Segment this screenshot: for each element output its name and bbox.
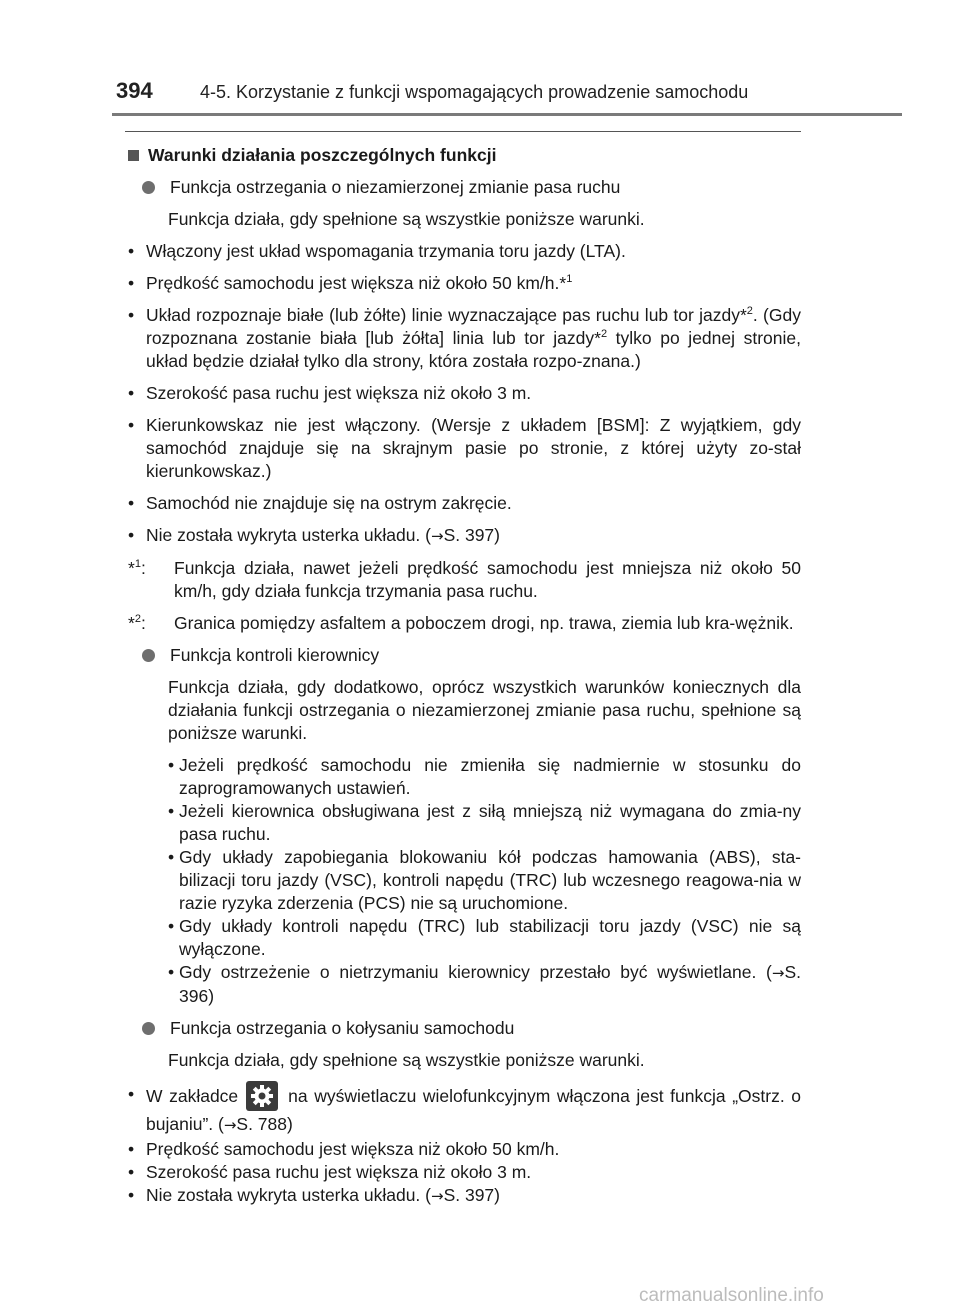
chapter-title: 4-5. Korzystanie z funkcji wspomagających prowadzenie samochodu [200,82,749,102]
paragraph-intro: Funkcja działa, gdy spełnione są wszystkie poniższe warunki. [168,209,645,229]
arrow-right-icon: → [430,1187,444,1205]
arrow-right-icon: → [223,1116,237,1134]
list-item: • Prędkość samochodu jest większa niż około 50 km/h.*$^1$ [128,272,801,295]
circle-bullet-icon [142,649,155,662]
list-item: • Gdy układy zapobiegania blokowaniu kół podczas hamowania (ABS), sta-bilizacji toru jazdy (VSC), kontroli napędu (TRC) lub wczesnego reagowa-nia w razie ryzyka zderzenia (PCS) nie są uruchomione. [168,846,801,915]
footnote-text: Granica pomiędzy asfaltem a poboczem drogi, np. trawa, ziemia lub kra-wężnik. [174,613,794,633]
condition-list-steering-control [128,754,801,1008]
page-content [128,138,801,1208]
list-item: • Kierunkowskaz nie jest włączony. (Wersje z układem [BSM]: Z wyjątkiem, gdy samochód znajduje się na skrajnym pasie po stronie, z której użyty zo-stał kierunkowskaz.) [128,414,801,483]
arrow-right-icon: → [430,527,444,545]
list-item: • Gdy układy kontroli napędu (TRC) lub stabilizacji toru jazdy (VSC) nie są wyłączone. [168,915,801,961]
condition-list-sway-warning [128,1081,801,1138]
list-item: • Gdy ostrzeżenie o nietrzymaniu kierownicy przestało być wyświetlane. (→S. 396) [168,961,801,1008]
square-bullet-icon [128,150,139,161]
section-heading-text: Warunki działania poszczególnych funkcji [148,145,497,165]
circle-bullet-icon [142,181,155,194]
list-item: • Włączony jest układ wspomagania trzymania toru jazdy (LTA). [128,240,801,263]
list-item: • Jeżeli prędkość samochodu nie zmieniła się nadmiernie w stosunku do zaprogramowanych ustawień. [168,754,801,800]
list-item: • Szerokość pasa ruchu jest większa niż około 3 m. [128,382,801,405]
condition-list-sway-warning-cont [128,1138,801,1208]
footnote-marker: *$^1$: [128,558,146,578]
page-number: 394 [116,78,153,103]
subsection-heading-text: Funkcja kontroli kierownicy [170,645,380,665]
footnote-marker: *$^2$: [128,613,146,633]
list-item: • Układ rozpoznaje białe (lub żółte) linie wyznaczające pas ruchu lub tor jazdy*$^2$. (Gdy rozpoznana zostanie biała [lub żółta] linia lub tor jazdy*$^2$ tylko po jednej stronie, układ będzie działał tylko dla strony, która została rozpo-znana.) [128,304,801,373]
page-header [0,0,960,116]
condition-list-lane-departure [128,240,801,548]
footnote-1 [128,557,801,603]
list-item: • Nie została wykryta usterka układu. (→S. 397) [128,524,801,548]
list-item: • Samochód nie znajduje się na ostrym zakręcie. [128,492,801,515]
subsection-heading-text: Funkcja ostrzegania o niezamierzonej zmianie pasa ruchu [170,177,621,197]
footnote-text: Funkcja działa, nawet jeżeli prędkość samochodu jest mniejsza niż około 50 km/h, gdy działa funkcja trzymania pasa ruchu. [174,558,801,601]
section-heading [128,144,801,167]
subsection-heading-text: Funkcja ostrzegania o kołysaniu samochodu [170,1018,515,1038]
footnote-ref: 2 [746,305,753,317]
list-item: • W zakładce na wyświetlaczu wielofunkcyjnym włączona jest funkcja „Ostrz. o bujaniu”. (→S. 788) [128,1081,801,1138]
arrow-right-icon: → [771,964,785,982]
footnote-ref: 2 [600,328,608,340]
footnote-ref: 1 [566,273,573,285]
list-item: • Prędkość samochodu jest większa niż około 50 km/h. [128,1138,801,1161]
list-item: • Jeżeli kierownica obsługiwana jest z siłą mniejszą niż wymagana do zmia-ny pasa ruchu. [168,800,801,846]
content-rule [125,131,801,132]
subsection-heading-steering-control [128,644,801,667]
footnote-2 [128,612,801,635]
circle-bullet-icon [142,1022,155,1035]
subsection-heading-lane-departure [128,176,801,199]
header-rule [112,113,902,116]
list-item: • Nie została wykryta usterka układu. (→S. 397) [128,1184,801,1208]
watermark: carmanualsonline.info [639,1285,824,1306]
subsection-heading-sway-warning [128,1017,801,1040]
gear-icon [246,1081,278,1111]
paragraph-intro: Funkcja działa, gdy dodatkowo, oprócz wszystkich warunków koniecznych dla działania funkcji ostrzegania o niezamierzonej zmianie pasa ruchu, spełnione są poniższe warunki. [168,677,801,743]
list-item: • Szerokość pasa ruchu jest większa niż około 3 m. [128,1161,801,1184]
paragraph-intro: Funkcja działa, gdy spełnione są wszystkie poniższe warunki. [168,1050,645,1070]
